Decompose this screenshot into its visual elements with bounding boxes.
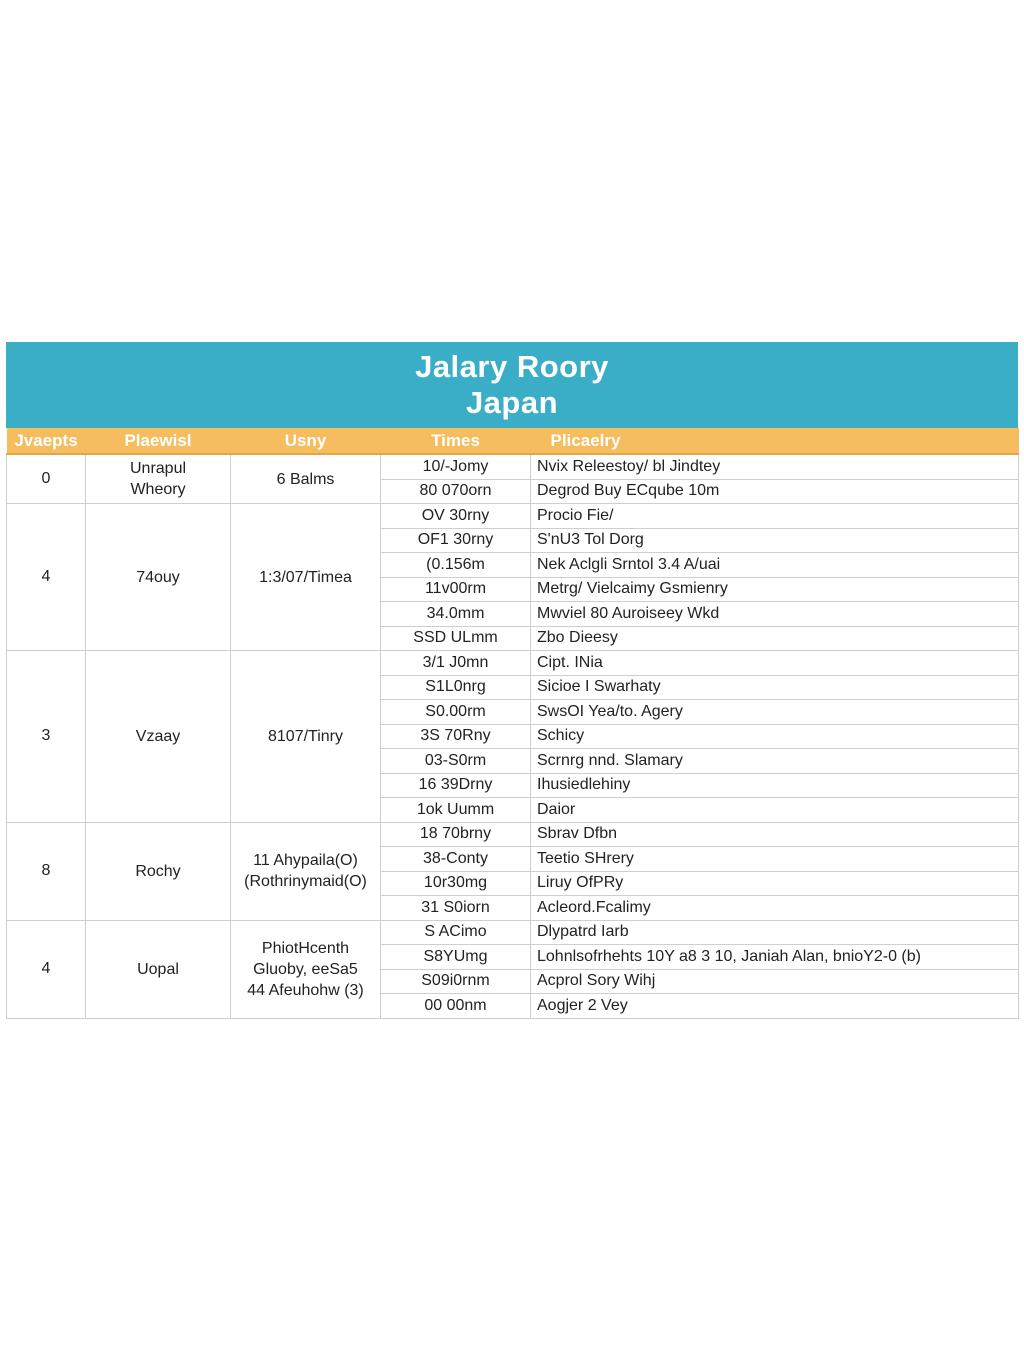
row-time: OV 30rny [381,504,531,529]
table-row [7,920,1019,945]
row-description: SwsOI Yea/to. Agery [531,700,1019,725]
group-duration-line: 1:3/07/Timea [259,568,352,586]
column-header: Times [381,428,531,454]
group-name-line: Unrapul [129,460,187,477]
row-description: Scrnrg nnd. Slamary [531,749,1019,774]
row-description: Schicy [531,724,1019,749]
row-time: S ACimo [381,920,531,945]
column-header: Jvaepts [7,428,86,454]
row-time: 10/-Jomy [381,454,531,479]
row-time: S09i0rnm [381,969,531,994]
group-number: 0 [7,454,86,504]
column-header: Plicaelry [531,428,1019,454]
row-description: Nek Aclgli Srntol 3.4 A/uai [531,553,1019,578]
row-time: 3/1 J0mn [381,651,531,676]
row-description: Procio Fie/ [531,504,1019,529]
row-description: Metrg/ Vielcaimy Gsmienry [531,577,1019,602]
row-time: 11v00rm [381,577,531,602]
table-row [7,651,1019,676]
group-duration-line: 6 Balms [276,470,335,488]
group-name-line: Vzaay [135,727,181,745]
row-description: Dlypatrd Iarb [531,920,1019,945]
row-description: Teetio SHrery [531,847,1019,872]
row-description: Mwviel 80 Auroiseey Wkd [531,602,1019,627]
row-time: S0.00rm [381,700,531,725]
group-name-line: Uopal [137,960,179,978]
row-description: Sicioe I Swarhaty [531,675,1019,700]
row-time: 38-Conty [381,847,531,872]
row-time: (0.156m [381,553,531,578]
title-line-2: Japan [465,385,559,420]
row-time: OF1 30rny [381,528,531,553]
group-duration [231,822,381,920]
column-header: Usny [231,428,381,454]
row-time: 34.0mm [381,602,531,627]
table-body [7,454,1019,1018]
table-row [7,504,1019,529]
row-time: 18 70brny [381,822,531,847]
row-time: 3S 70Rny [381,724,531,749]
row-time: 00 00nm [381,994,531,1019]
row-time: 31 S0iorn [381,896,531,921]
row-description: Liruy OfPRy [531,871,1019,896]
row-description: Sbrav Dfbn [531,822,1019,847]
group-name-line: Wheory [130,481,186,498]
group-name [86,454,231,504]
row-description: Aogjer 2 Vey [531,994,1019,1019]
row-description: Nvix Releestoy/ bl Jindtey [531,454,1019,479]
group-duration-line: 44 Afeuhohw (3) [247,981,364,999]
row-time: 03-S0rm [381,749,531,774]
column-header: Plaewisl [86,428,231,454]
row-description: Daior [531,798,1019,823]
group-duration [231,651,381,823]
group-number: 3 [7,651,86,823]
group-number: 8 [7,822,86,920]
group-name [86,504,231,651]
group-name-line: 74ouy [136,568,180,586]
group-name [86,822,231,920]
group-number: 4 [7,504,86,651]
group-duration [231,454,381,504]
group-duration [231,920,381,1018]
title-line-1: Jalary Roory [415,349,609,384]
row-time: 10r30mg [381,871,531,896]
header-row [7,428,1019,454]
schedule-table [6,428,1019,1019]
row-description: Lohnlsofrhehts 10Y a8 3 10, Janiah Alan, bnioY2-0 (b) [531,945,1019,970]
row-description: Ihusiedlehiny [531,773,1019,798]
row-description: Cipt. INia [531,651,1019,676]
row-time: S8YUmg [381,945,531,970]
row-time: SSD ULmm [381,626,531,651]
row-description: Degrod Buy ECqube 10m [531,479,1019,504]
group-duration-line: 8107/Tinry [268,727,343,745]
group-name-line: Rochy [135,862,181,880]
row-time: 16 39Drny [381,773,531,798]
title-banner [6,342,1018,428]
row-description: Acprol Sory Wihj [531,969,1019,994]
group-duration-line: 11 Ahypaila(O) [253,852,358,869]
row-description: Zbo Dieesy [531,626,1019,651]
group-duration [231,504,381,651]
group-name [86,651,231,823]
group-number: 4 [7,920,86,1018]
group-duration-line: (Rothrinymaid(O) [244,873,367,890]
row-description: S'nU3 Tol Dorg [531,528,1019,553]
group-name [86,920,231,1018]
group-duration-line: Gluoby, eeSa5 [253,960,358,978]
table-row [7,822,1019,847]
row-time: 1ok Uumm [381,798,531,823]
group-duration-line: PhiotHcenth [261,939,350,957]
schedule-sheet [6,342,1018,1019]
table-row [7,454,1019,479]
row-description: Acleord.Fcalimy [531,896,1019,921]
row-time: 80 070orn [381,479,531,504]
row-time: S1L0nrg [381,675,531,700]
